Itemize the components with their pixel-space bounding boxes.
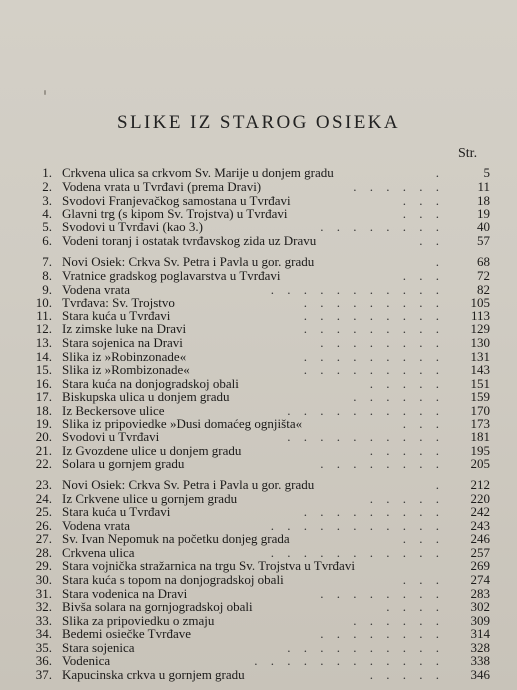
entry-number: 6. [42,233,52,248]
entry-title: Svodovi u Tvrđavi [62,429,160,444]
entry-title: Bivša solara na gornjogradskoj obali [62,599,253,614]
dot-leader: . . . . . . . . [320,335,444,350]
entry-title: Vodenica [62,653,111,668]
entry-title: Slika iz »Robinzonade« [62,349,187,364]
entry-title: Slika iz »Rombizonade« [62,362,190,377]
entry-title: Vodena vrata u Tvrđavi (prema Dravi) [62,179,262,194]
entry-title: Novi Osiek: Crkva Sv. Petra i Pavla u gor. gradu [62,254,315,269]
list-item [12,269,490,283]
dot-leader: . . . . . [369,443,444,458]
entry-page-number: 40 [477,219,490,234]
entry-number: 2. [42,179,52,194]
entry-title: Sv. Ivan Nepomuk na početku donjeg grada [62,531,290,546]
entry-number: 5. [42,219,52,234]
dot-leader: . . . [402,531,444,546]
list-item [12,166,490,180]
entry-title: Stara vodenica na Dravi [62,586,188,601]
entry-title: Vodeni toranj i ostatak tvrđavskog zida uz Dravu [62,233,317,248]
entry-number: 22. [35,456,52,471]
dot-leader: . . [419,233,444,248]
entry-number: 21. [35,443,52,458]
entry-number: 31. [35,586,52,601]
entry-page-number: 11 [477,179,490,194]
entry-number: 4. [42,206,52,221]
entry-title: Vodena vrata [62,518,130,533]
dot-leader: . . . . . [369,667,444,682]
list-item [12,220,490,234]
entry-title: Bedemi osiečke Tvrđave [62,626,191,641]
entry-page-number: 113 [470,308,490,323]
entry-number: 9. [42,282,52,297]
entry-number: 13. [35,335,52,350]
dot-leader: . . . [402,206,444,221]
entry-number: 37. [35,667,52,682]
entry-title: Glavni trg (s kipom Sv. Trojstva) u Tvrđavi [62,206,288,221]
entry-page-number: 302 [470,599,490,614]
entry-page-number: 18 [477,193,490,208]
entry-page-number: 5 [483,165,490,180]
entry-number: 32. [35,599,52,614]
list-item [12,390,490,404]
entry-title: Iz Beckersove ulice [62,403,165,418]
entry-page-number: 243 [470,518,490,533]
entry-page-number: 246 [470,531,490,546]
dot-leader: . . . . . . . . . . [287,403,444,418]
entry-page-number: 151 [470,376,490,391]
dot-leader: . . . . . . [353,613,444,628]
list-item [12,430,490,444]
entry-title: Iz Crkvene ulice u gornjem gradu [62,491,238,506]
dot-leader: . . . [402,268,444,283]
entry-page-number: 143 [470,362,490,377]
dot-leader: . . . . . . . . . [303,349,444,364]
entry-title: Iz Gvozdene ulice u donjem gradu [62,443,242,458]
entry-page-number: 338 [470,653,490,668]
dot-leader: . . . . [386,599,444,614]
entry-title: Stara sojenica [62,640,135,655]
entry-page-number: 19 [477,206,490,221]
dot-leader: . . . . . . . . . [303,504,444,519]
entry-number: 18. [35,403,52,418]
entry-page-number: 173 [470,416,490,431]
dot-leader: . . . . . . . . . . . [270,282,444,297]
entry-number: 11. [36,308,52,323]
entry-page-number: 283 [470,586,490,601]
entry-number: 17. [35,389,52,404]
entry-title: Stara kuća s topom na donjogradskoj obali [62,572,284,587]
dot-leader: . . . [402,416,444,431]
entry-title: Stara kuća u Tvrđavi [62,504,171,519]
entry-title: Biskupska ulica u donjem gradu [62,389,230,404]
entry-page-number: 257 [470,545,490,560]
page-column-label: Str. [458,146,478,161]
dot-leader: . . . [402,572,444,587]
entry-page-number: 274 [470,572,490,587]
entry-page-number: 314 [470,626,490,641]
entry-number: 29. [35,558,52,573]
dot-leader: . . . . . . [353,179,444,194]
entry-page-number: 129 [470,321,490,336]
entry-page-number: 68 [477,254,490,269]
entry-page-number: 57 [477,233,490,248]
entry-title: Tvrđava: Sv. Trojstvo [62,295,175,310]
list-item [12,532,490,546]
dot-leader: . . . . . . . . . . [287,640,444,655]
entry-page-number: 82 [477,282,490,297]
list-item [12,573,490,587]
entry-number: 10. [35,295,52,310]
dot-leader: . [435,254,444,269]
dot-leader: . . . . . [369,376,444,391]
entry-page-number: 212 [470,477,490,492]
entry-page-number: 205 [470,456,490,471]
list-item [12,600,490,614]
entry-number: 8. [42,268,52,283]
dot-leader: . . . . . . [353,389,444,404]
dot-leader: . . . . . . . . . [303,308,444,323]
entry-number: 24. [35,491,52,506]
entry-number: 30. [35,572,52,587]
dot-leader: . . . . . . . . . [303,295,444,310]
entry-title: Slika iz pripoviedke »Dusi domaćeg ognjišta« [62,416,303,431]
list-item [12,654,490,668]
entry-title: Crkvena ulica [62,545,135,560]
list-item [12,363,490,377]
entry-number: 36. [35,653,52,668]
entry-title: Stara vojnička stražarnica na trgu Sv. Trojstva u Tvrđavi [62,558,355,573]
entry-number: 7. [42,254,52,269]
dot-leader: . . . [402,193,444,208]
entry-number: 1. [42,165,52,180]
entry-title: Stara kuća u Tvrđavi [62,308,171,323]
dot-leader: . . . . . . . . [320,456,444,471]
entry-title: Crkvena ulica sa crkvom Sv. Marije u donjem gradu [62,165,334,180]
entry-page-number: 131 [470,349,490,364]
entry-page-number: 195 [470,443,490,458]
entry-page-number: 269 [470,558,490,573]
list-item [12,336,490,350]
entry-number: 33. [35,613,52,628]
dot-leader: . . . . . . . . . . . [270,518,444,533]
dot-leader: . . . . . . . . . [303,362,444,377]
entry-number: 3. [42,193,52,208]
entry-title: Svodovi u Tvrđavi (kao 3.) [62,219,203,234]
entry-number: 28. [35,545,52,560]
dot-leader: . . . . . [369,491,444,506]
entry-number: 20. [35,429,52,444]
entry-title: Vodena vrata [62,282,130,297]
entry-page-number: 72 [477,268,490,283]
page-title: SLIKE IZ STAROG OSIEKA [117,112,400,133]
dot-leader: . . . . . . . . . . . . [254,653,444,668]
list-item [12,234,490,248]
entry-title: Iz zimske luke na Dravi [62,321,187,336]
entry-page-number: 130 [470,335,490,350]
dot-leader: . . . . . . . . . . . [270,545,444,560]
entry-number: 34. [35,626,52,641]
entry-number: 19. [35,416,52,431]
entry-page-number: 346 [470,667,490,682]
entry-title: Stara kuća na donjogradskoj obali [62,376,239,391]
list-item [12,457,490,471]
dot-leader: . . . . . . . . [320,586,444,601]
entry-page-number: 105 [470,295,490,310]
entry-number: 12. [35,321,52,336]
list-item [12,322,490,336]
entry-title: Svodovi Franjevačkog samostana u Tvrđavi [62,193,291,208]
entry-number: 14. [35,349,52,364]
entry-title: Stara sojenica na Dravi [62,335,183,350]
entry-title: Slika za pripoviedku o zmaju [62,613,215,628]
dot-leader: . . . . . . . . [320,626,444,641]
entry-page-number: 170 [470,403,490,418]
entry-title: Solara u gornjem gradu [62,456,185,471]
entry-page-number: 309 [470,613,490,628]
entry-title: Kapucinska crkva u gornjem gradu [62,667,245,682]
dot-leader: . [435,165,444,180]
entry-page-number: 159 [470,389,490,404]
list-item [12,255,490,269]
entry-number: 26. [35,518,52,533]
list-item [12,627,490,641]
list-item [12,505,490,519]
entry-number: 25. [35,504,52,519]
dot-leader: . . . . . . . . . [303,321,444,336]
list-item [12,668,490,682]
list-item [12,559,490,573]
entry-title: Novi Osiek: Crkva Sv. Petra i Pavla u gor. gradu [62,477,315,492]
dot-leader: . [435,477,444,492]
entry-number: 35. [35,640,52,655]
entry-number: 16. [35,376,52,391]
dot-leader: . . . . . . . . [320,219,444,234]
list-item [12,180,490,194]
list-item [12,478,490,492]
entry-page-number: 328 [470,640,490,655]
dot-leader: . . . . . . . . . . [287,429,444,444]
entry-title: Vratnice gradskog poglavarstva u Tvrđavi [62,268,281,283]
entry-page-number: 220 [470,491,490,506]
entry-page-number: 181 [470,429,490,444]
entry-number: 15. [35,362,52,377]
entry-page-number: 242 [470,504,490,519]
entry-number: 27. [35,531,52,546]
entry-number: 23. [35,477,52,492]
